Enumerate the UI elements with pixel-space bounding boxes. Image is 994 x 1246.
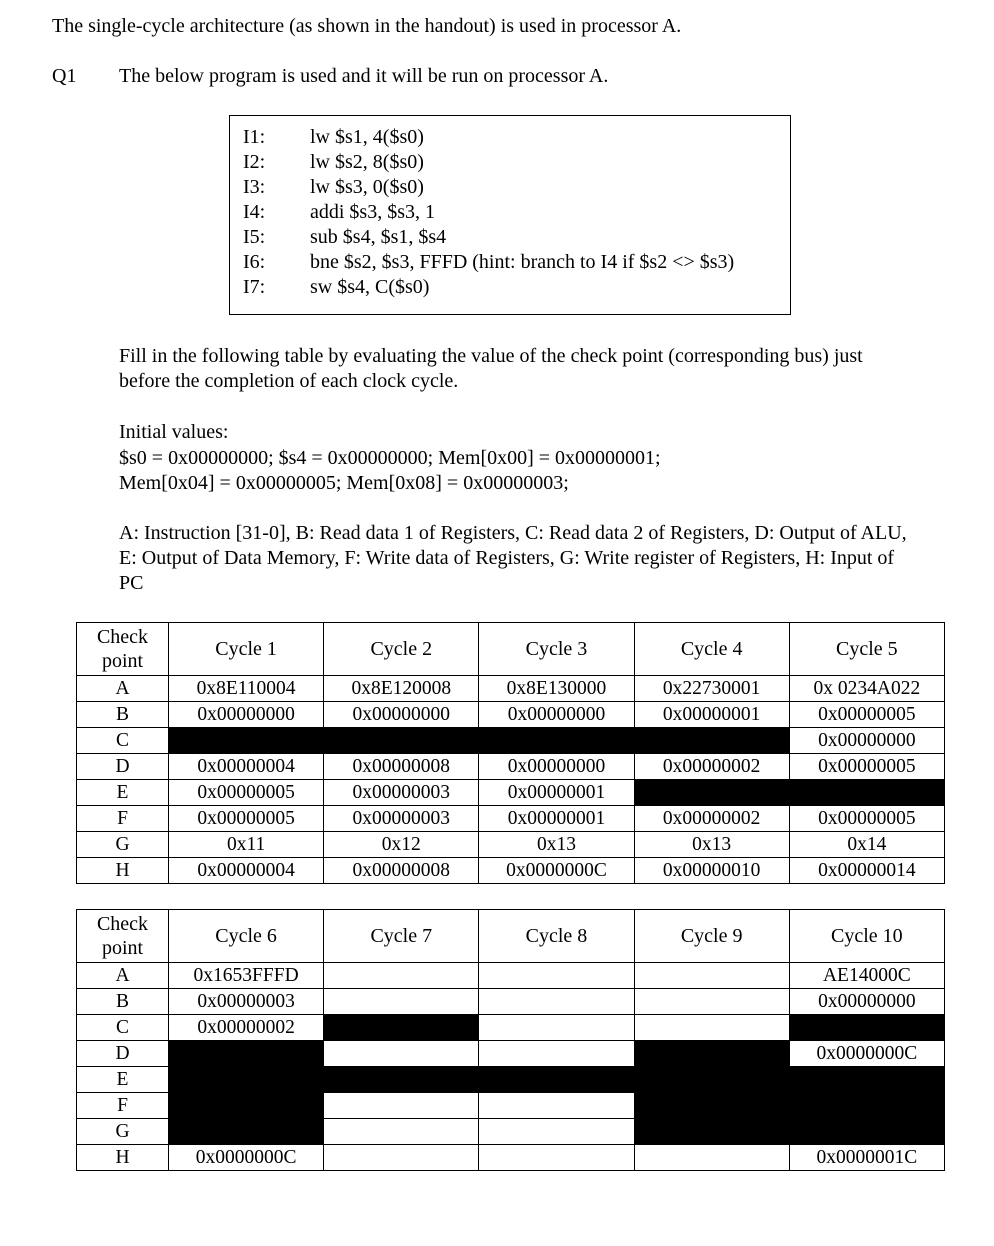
table-cell: [324, 1119, 479, 1145]
check-point-label: A: [77, 963, 169, 989]
instruction-text: sw $s4, C($s0): [310, 276, 430, 298]
cycle-header: Cycle 7: [324, 910, 479, 963]
initial-values-line-1: $s0 = 0x00000000; $s4 = 0x00000000; Mem[0x00] = 0x00000001;: [119, 447, 661, 469]
table-cell: 0x13: [479, 832, 634, 858]
instruction-text: sub $s4, $s1, $s4: [310, 226, 447, 248]
table-cell: 0x00000014: [789, 858, 944, 884]
blocked-cell: [634, 1041, 789, 1067]
instruction-text: addi $s3, $s3, 1: [310, 201, 435, 223]
blocked-cell: [169, 728, 324, 754]
table-cell: 0x00000008: [324, 858, 479, 884]
table-row: [77, 780, 945, 806]
blocked-cell: [324, 1067, 479, 1093]
table-row: [77, 1093, 945, 1119]
blocked-cell: [169, 1067, 324, 1093]
blocked-cell: [789, 780, 944, 806]
corner-line: Check: [96, 626, 149, 648]
table-cell: AE14000C: [789, 963, 944, 989]
check-point-label: A: [77, 676, 169, 702]
table-cell: 0x00000003: [169, 989, 324, 1015]
question-number: Q1: [52, 65, 77, 87]
blocked-cell: [634, 1093, 789, 1119]
task-instruction-line-1: Fill in the following table by evaluating the value of the check point (corresponding bus) just: [119, 345, 863, 367]
check-point-label: H: [77, 1145, 169, 1171]
check-point-label: F: [77, 1093, 169, 1119]
instruction-text: lw $s3, 0($s0): [310, 176, 424, 198]
cycle-header: Cycle 9: [634, 910, 789, 963]
table-cell: 0x12: [324, 832, 479, 858]
table-row: [77, 1145, 945, 1171]
table-header-row: [77, 910, 945, 963]
initial-values-line-2: Mem[0x04] = 0x00000005; Mem[0x08] = 0x00000003;: [119, 472, 569, 494]
table-cell: [324, 1093, 479, 1119]
table-cell: [634, 963, 789, 989]
blocked-cell: [789, 1093, 944, 1119]
table-cell: 0x00000010: [634, 858, 789, 884]
legend-line-1: A: Instruction [31-0], B: Read data 1 of Registers, C: Read data 2 of Registers, D: Output of ALU,: [119, 522, 907, 544]
blocked-cell: [789, 1119, 944, 1145]
table-cell: [634, 989, 789, 1015]
check-point-label: H: [77, 858, 169, 884]
table-row: [77, 676, 945, 702]
instruction-label: I5:: [243, 226, 266, 248]
table-row: [77, 1119, 945, 1145]
table-cell: 0x00000001: [479, 806, 634, 832]
corner-line: Check: [96, 913, 149, 935]
table-cell: 0x00000005: [789, 806, 944, 832]
table-cell: 0x00000005: [169, 780, 324, 806]
check-point-label: D: [77, 1041, 169, 1067]
check-point-label: B: [77, 702, 169, 728]
table-cell: 0x00000008: [324, 754, 479, 780]
table-cell: [479, 1015, 634, 1041]
table-row: [77, 728, 945, 754]
table-cell: [479, 989, 634, 1015]
cycle-header: Cycle 3: [479, 623, 634, 676]
blocked-cell: [479, 728, 634, 754]
table-cell: [324, 963, 479, 989]
cycle-header: Cycle 4: [634, 623, 789, 676]
check-point-label: C: [77, 728, 169, 754]
table-cell: 0x00000004: [169, 754, 324, 780]
question-text: The below program is used and it will be run on processor A.: [119, 65, 609, 87]
cycle-header: Cycle 8: [479, 910, 634, 963]
table-cell: 0x1653FFFD: [169, 963, 324, 989]
table-cell: 0x00000000: [479, 702, 634, 728]
table-cell: 0x8E110004: [169, 676, 324, 702]
blocked-cell: [634, 780, 789, 806]
table-cell: [324, 1041, 479, 1067]
cycle-header: Cycle 6: [169, 910, 324, 963]
check-point-header: [77, 910, 169, 963]
table-cell: 0x00000000: [789, 989, 944, 1015]
table-cell: 0x00000003: [324, 780, 479, 806]
table-cell: 0x00000005: [789, 702, 944, 728]
table-cell: 0x13: [634, 832, 789, 858]
blocked-cell: [324, 1015, 479, 1041]
table-cell: [479, 1093, 634, 1119]
table-cell: 0x11: [169, 832, 324, 858]
table-cell: 0x00000002: [169, 1015, 324, 1041]
table-cell: [479, 1119, 634, 1145]
table-row: [77, 1015, 945, 1041]
table-cell: 0x22730001: [634, 676, 789, 702]
table-cell: 0x00000000: [169, 702, 324, 728]
blocked-cell: [324, 728, 479, 754]
instruction-label: I4:: [243, 201, 266, 223]
table-cell: 0x00000000: [789, 728, 944, 754]
cycle-table-1: [76, 622, 945, 884]
table-cell: 0x00000001: [479, 780, 634, 806]
table-cell: 0x00000005: [169, 806, 324, 832]
table-row: [77, 832, 945, 858]
instruction-label: I2:: [243, 151, 266, 173]
table-cell: 0x00000000: [479, 754, 634, 780]
check-point-label: G: [77, 832, 169, 858]
table-cell: 0x00000002: [634, 806, 789, 832]
table-header-row: [77, 623, 945, 676]
table-row: [77, 702, 945, 728]
blocked-cell: [789, 1015, 944, 1041]
blocked-cell: [634, 1119, 789, 1145]
instruction-text: lw $s2, 8($s0): [310, 151, 424, 173]
instruction-label: I1:: [243, 126, 266, 148]
table-row: [77, 1067, 945, 1093]
table-cell: [479, 1145, 634, 1171]
table-cell: [479, 1041, 634, 1067]
blocked-cell: [789, 1067, 944, 1093]
table-cell: 0x00000004: [169, 858, 324, 884]
check-point-label: G: [77, 1119, 169, 1145]
initial-values-heading: Initial values:: [119, 421, 229, 443]
instruction-text: lw $s1, 4($s0): [310, 126, 424, 148]
table-cell: 0x8E120008: [324, 676, 479, 702]
cycle-header: Cycle 10: [789, 910, 944, 963]
blocked-cell: [169, 1119, 324, 1145]
table-cell: [324, 989, 479, 1015]
blocked-cell: [634, 1067, 789, 1093]
table-cell: [634, 1145, 789, 1171]
program-listing: [229, 115, 791, 315]
cycle-header: Cycle 1: [169, 623, 324, 676]
table-cell: 0x00000000: [324, 702, 479, 728]
table-cell: 0x 0234A022: [789, 676, 944, 702]
blocked-cell: [479, 1067, 634, 1093]
check-point-header: [77, 623, 169, 676]
table-cell: 0x00000003: [324, 806, 479, 832]
task-instruction-line-2: before the completion of each clock cycle.: [119, 370, 459, 392]
instruction-label: I6:: [243, 251, 266, 273]
instruction-label: I3:: [243, 176, 266, 198]
instruction-text: bne $s2, $s3, FFFD (hint: branch to I4 if $s2 <> $s3): [310, 251, 735, 273]
blocked-cell: [634, 728, 789, 754]
table-cell: 0x8E130000: [479, 676, 634, 702]
cycle-header: Cycle 5: [789, 623, 944, 676]
table-cell: [479, 963, 634, 989]
table-row: [77, 806, 945, 832]
check-point-label: D: [77, 754, 169, 780]
blocked-cell: [169, 1093, 324, 1119]
table-cell: 0x0000000C: [169, 1145, 324, 1171]
table-cell: 0x00000005: [789, 754, 944, 780]
table-row: [77, 989, 945, 1015]
table-cell: 0x0000000C: [479, 858, 634, 884]
check-point-label: F: [77, 806, 169, 832]
table-cell: 0x0000001C: [789, 1145, 944, 1171]
instruction-label: I7:: [243, 276, 266, 298]
table-row: [77, 1041, 945, 1067]
check-point-label: E: [77, 1067, 169, 1093]
check-point-label: B: [77, 989, 169, 1015]
table-cell: 0x14: [789, 832, 944, 858]
table-cell: 0x00000001: [634, 702, 789, 728]
table-cell: [634, 1015, 789, 1041]
table-cell: [324, 1145, 479, 1171]
check-point-label: C: [77, 1015, 169, 1041]
corner-line: point: [101, 650, 144, 672]
cycle-header: Cycle 2: [324, 623, 479, 676]
table-row: [77, 754, 945, 780]
legend-line-3: PC: [119, 572, 144, 594]
blocked-cell: [169, 1041, 324, 1067]
table-cell: 0x00000002: [634, 754, 789, 780]
intro-text: The single-cycle architecture (as shown in the handout) is used in processor A.: [52, 15, 682, 37]
table-row: [77, 858, 945, 884]
legend-line-2: E: Output of Data Memory, F: Write data of Registers, G: Write register of Registers, H: Input of: [119, 547, 895, 569]
table-cell: 0x0000000C: [789, 1041, 944, 1067]
check-point-label: E: [77, 780, 169, 806]
table-row: [77, 963, 945, 989]
cycle-table-2: [76, 909, 945, 1171]
corner-line: point: [101, 937, 144, 959]
